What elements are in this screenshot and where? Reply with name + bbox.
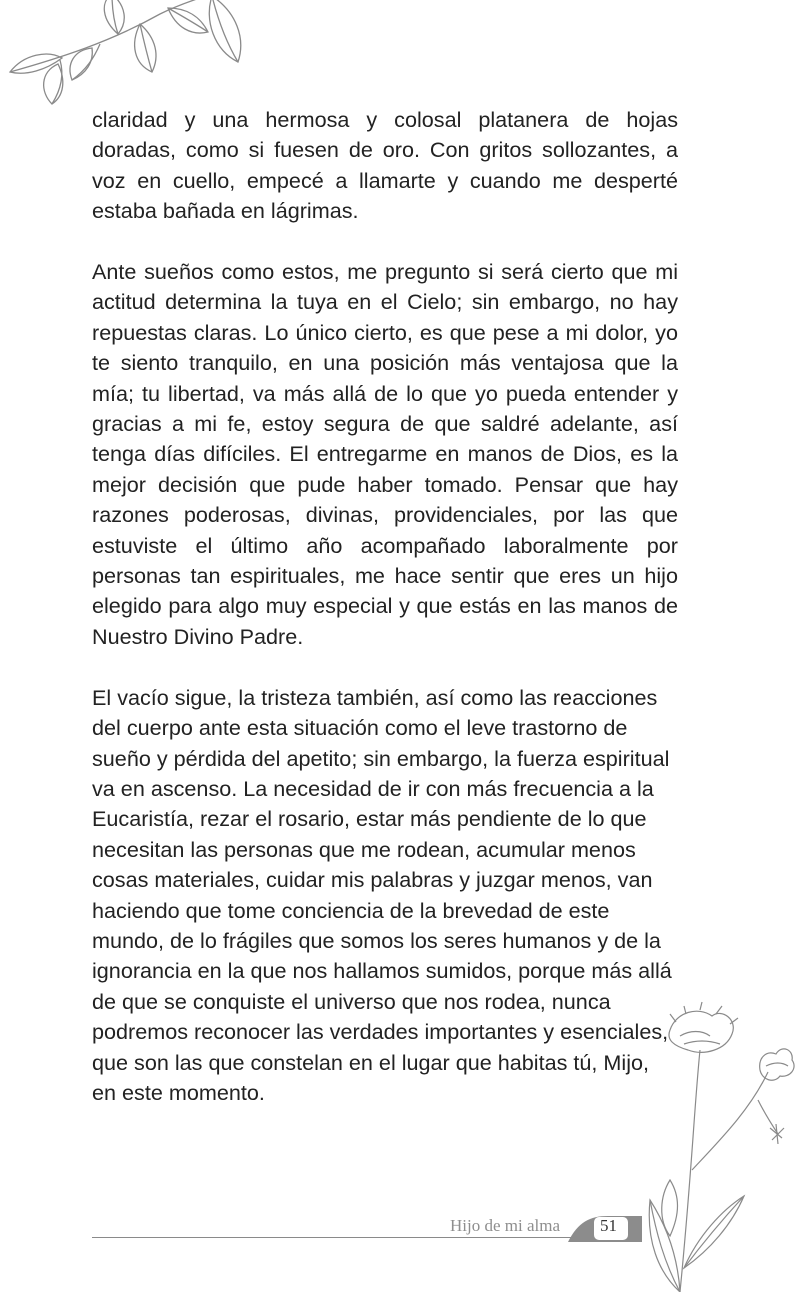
leaf-branch-icon: [0, 0, 260, 120]
paragraph: claridad y una hermosa y colosal platanera de hojas doradas, como si fuesen de oro. Con gritos sollozantes, a voz en cuello, empecé a llamarte y cuando me desperté estaba bañada en lágrimas.: [92, 107, 678, 224]
wildflower-icon: [640, 1000, 800, 1292]
page-number: 51: [600, 1216, 617, 1235]
body-text: [92, 105, 678, 1139]
paragraph: Ante sueños como estos, me pregunto si será cierto que mi actitud determina la tuya en el Cielo; sin embargo, no hay repuestas claras. Lo único cierto, es que pese a mi dolor, yo te siento tranquilo, en una posición más ventajosa que la mía; tu libertad, va más allá de lo que yo pueda entender y gracias a mi fe, estoy segura de que saldré adelante, así tenga días difíciles. El entregarme en manos de Dios, es la mejor decisión que pude haber tomado. Pensar que hay razones poderosas, divinas, providenciales, por las que estuviste el último año acompañado laboralmente por personas tan espirituales, me hace sentir que eres un hijo elegido para algo muy especial y que estás en las manos de Nuestro Divino Padre.: [92, 259, 678, 649]
footer-rule: [92, 1237, 640, 1238]
paragraph: El vacío sigue, la tristeza también, así como las reacciones del cuerpo ante esta situación como el leve trastorno de sueño y pérdida del apetito; sin embargo, la fuerza espiritual va en ascenso. La necesidad de ir con más frecuencia a la Eucaristía, rezar el rosario, estar más pendiente de lo que necesitan las personas que me rodean, acumular menos cosas materiales, cuidar mis palabras y juzgar menos, van haciendo que tome conciencia de la brevedad de este mundo, de lo frágiles que somos los seres humanos y de la ignorancia en la que nos hallamos sumidos, porque más allá de que se conquiste el universo que nos rodea, nunca podremos reconocer las verdades importantes y esenciales, que son las que constelan en el lugar que habitas tú, Mijo, en este momento.: [92, 684, 672, 1105]
running-head: Hijo de mi alma: [449, 1216, 560, 1235]
